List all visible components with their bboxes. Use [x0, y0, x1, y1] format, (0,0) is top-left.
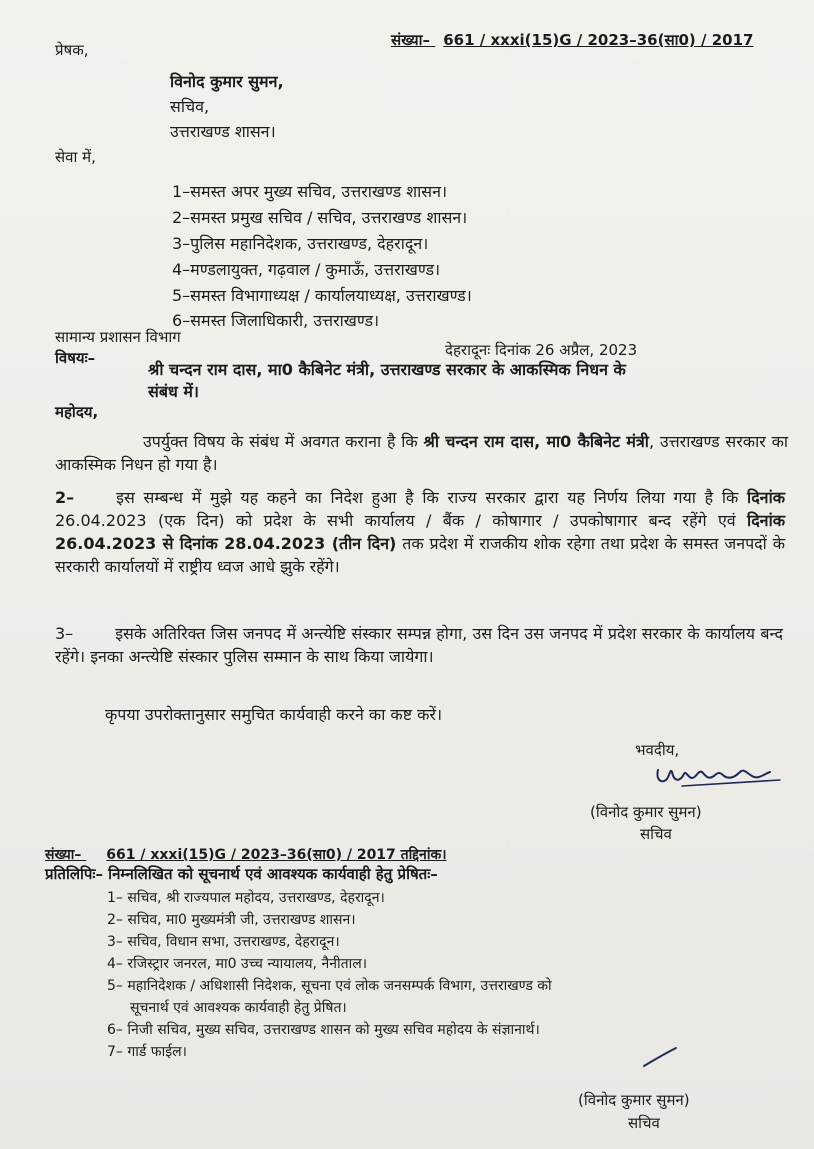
para3-text: इसके अतिरिक्त जिस जनपद में अन्त्येष्टि संस्कार सम्पन्न होगा, उस दिन उस जनपद में प्रदेश सरकार के कार्यालय बन्द रहेंगे। इनका अन्त्येष्टि संस्कार पुलिस सम्मान के साथ किया जायेगा।: [55, 624, 783, 666]
para3-number: 3–: [55, 624, 74, 643]
copy-item: 3– सचिव, विधान सभा, उत्तराखण्ड, देहरादून।: [107, 934, 340, 950]
para1-text-b: श्री चन्दन राम दास, मा0 कैबिनेट मंत्री: [423, 432, 649, 451]
recipients-label: सेवा में,: [55, 148, 96, 166]
copy-item-5-line1: 5– महानिदेशक / अधिशासी निदेशक, सूचना एवं लोक जनसम्पर्क विभाग, उत्तराखण्ड को: [107, 978, 552, 994]
closing-yours: भवदीय,: [635, 741, 680, 759]
copy-ref-number: 661 / xxxi(15)G / 2023–36(सा0) / 2017 तद्दिनांक।: [106, 847, 447, 863]
para2-number: 2–: [55, 488, 75, 507]
recipient-item: 2–समस्त प्रमुख सचिव / सचिव, उत्तराखण्ड शासन।: [172, 208, 468, 227]
copy-heading: प्रतिलिपिः– निम्नलिखित को सूचनार्थ एवं आवश्यक कार्यवाही हेतु प्रेषितः–: [45, 865, 438, 883]
subject-line1: श्री चन्दन राम दास, मा0 कैबिनेट मंत्री, उत्तराखण्ड सरकार के आकस्मिक निधन के: [148, 360, 626, 379]
sender-office: उत्तराखण्ड शासन।: [170, 122, 276, 141]
salutation: महोदय,: [55, 403, 99, 421]
para1-text-c: , उत्तराखण्ड सरकार का आकस्मिक निधन हो गया है।: [55, 432, 788, 474]
subject-line2: संबंध में।: [148, 382, 199, 401]
copy-item-6: 6– निजी सचिव, मुख्य सचिव, उत्तराखण्ड शासन को मुख्य सचिव महोदय के संज्ञानार्थ।: [107, 1022, 540, 1038]
recipient-item: 5–समस्त विभागाध्यक्ष / कार्यालयाध्यक्ष, उत्तराखण्ड।: [172, 286, 472, 305]
subject-label: विषयः–: [55, 349, 96, 367]
copy-sign-name: (विनोद कुमार सुमन): [578, 1091, 690, 1109]
para1-text-a: उपर्युक्त विषय के संबंध में अवगत कराना है कि: [143, 432, 424, 451]
para2-text-d: दिनांक 26.04.2023 से दिनांक 28.04.2023 (तीन दिन): [55, 511, 785, 553]
copy-item: 1– सचिव, श्री राज्यपाल महोदय, उत्तराखण्ड, देहरादून।: [107, 890, 385, 906]
paragraph-3: [55, 622, 783, 668]
para2-text-c: 26.04.2023 (एक दिन) को प्रदेश के सभी कार्यालय / बैंक / कोषागार / उपकोषागार बन्द रहेंगे एवं: [55, 511, 748, 530]
paragraph-1: [55, 430, 788, 476]
sender-label: प्रेषक,: [55, 41, 89, 59]
place-date: देहरादूनः दिनांक 26 अप्रैल, 2023: [445, 341, 638, 359]
sender-name: विनोद कुमार सुमन,: [170, 72, 284, 91]
copy-ref: [45, 845, 447, 864]
copy-sign-designation: सचिव: [628, 1114, 660, 1132]
para2-text-e: तक प्रदेश में राजकीय शोक रहेगा तथा प्रदेश के समस्त जनपदों के सरकारी कार्यालयों में राष्ट्रीय ध्वज आधे झुके रहेंगे।: [55, 534, 785, 576]
signature-mark: [652, 758, 792, 794]
recipient-item: 1–समस्त अपर मुख्य सचिव, उत्तराखण्ड शासन।: [172, 182, 448, 201]
recipient-item: 3–पुलिस महानिदेशक, उत्तराखण्ड, देहरादून।: [172, 234, 429, 253]
initial-mark: [640, 1042, 680, 1072]
header-ref: [391, 30, 753, 50]
header-ref-number: 661 / xxxi(15)G / 2023–36(सा0) / 2017: [443, 31, 754, 49]
recipient-item: 6–समस्त जिलाधिकारी, उत्तराखण्ड।: [172, 311, 380, 330]
sender-designation: सचिव,: [170, 97, 210, 116]
header-ref-label: संख्या–: [391, 31, 431, 49]
copy-item: 4– रजिस्ट्रार जनरल, मा0 उच्च न्यायालय, नैनीताल।: [107, 956, 368, 972]
request-line: कृपया उपरोक्तानुसार समुचित कार्यवाही करने का कष्ट करें।: [105, 705, 443, 724]
paragraph-2: [55, 486, 785, 578]
para2-text-a: इस सम्बन्ध में मुझे यह कहने का निदेश हुआ है कि राज्य सरकार द्वारा यह निर्णय लिया गया है कि: [116, 488, 748, 507]
recipient-item: 4–मण्डलायुक्त, गढ़वाल / कुमाऊँ, उत्तराखण्ड।: [172, 260, 441, 279]
copy-item: 2– सचिव, मा0 मुख्यमंत्री जी, उत्तराखण्ड शासन।: [107, 912, 356, 928]
copy-item-7: 7– गार्ड फाईल।: [107, 1044, 187, 1060]
department: सामान्य प्रशासन विभाग: [55, 328, 181, 346]
para2-text-b: दिनांक: [747, 488, 785, 507]
closing-designation: सचिव: [640, 825, 672, 843]
copy-ref-label: संख्या–: [45, 847, 82, 863]
closing-name: (विनोद कुमार सुमन): [590, 803, 702, 821]
copy-item-5-line2: सूचनार्थ एवं आवश्यक कार्यवाही हेतु प्रेषित।: [130, 1000, 347, 1016]
